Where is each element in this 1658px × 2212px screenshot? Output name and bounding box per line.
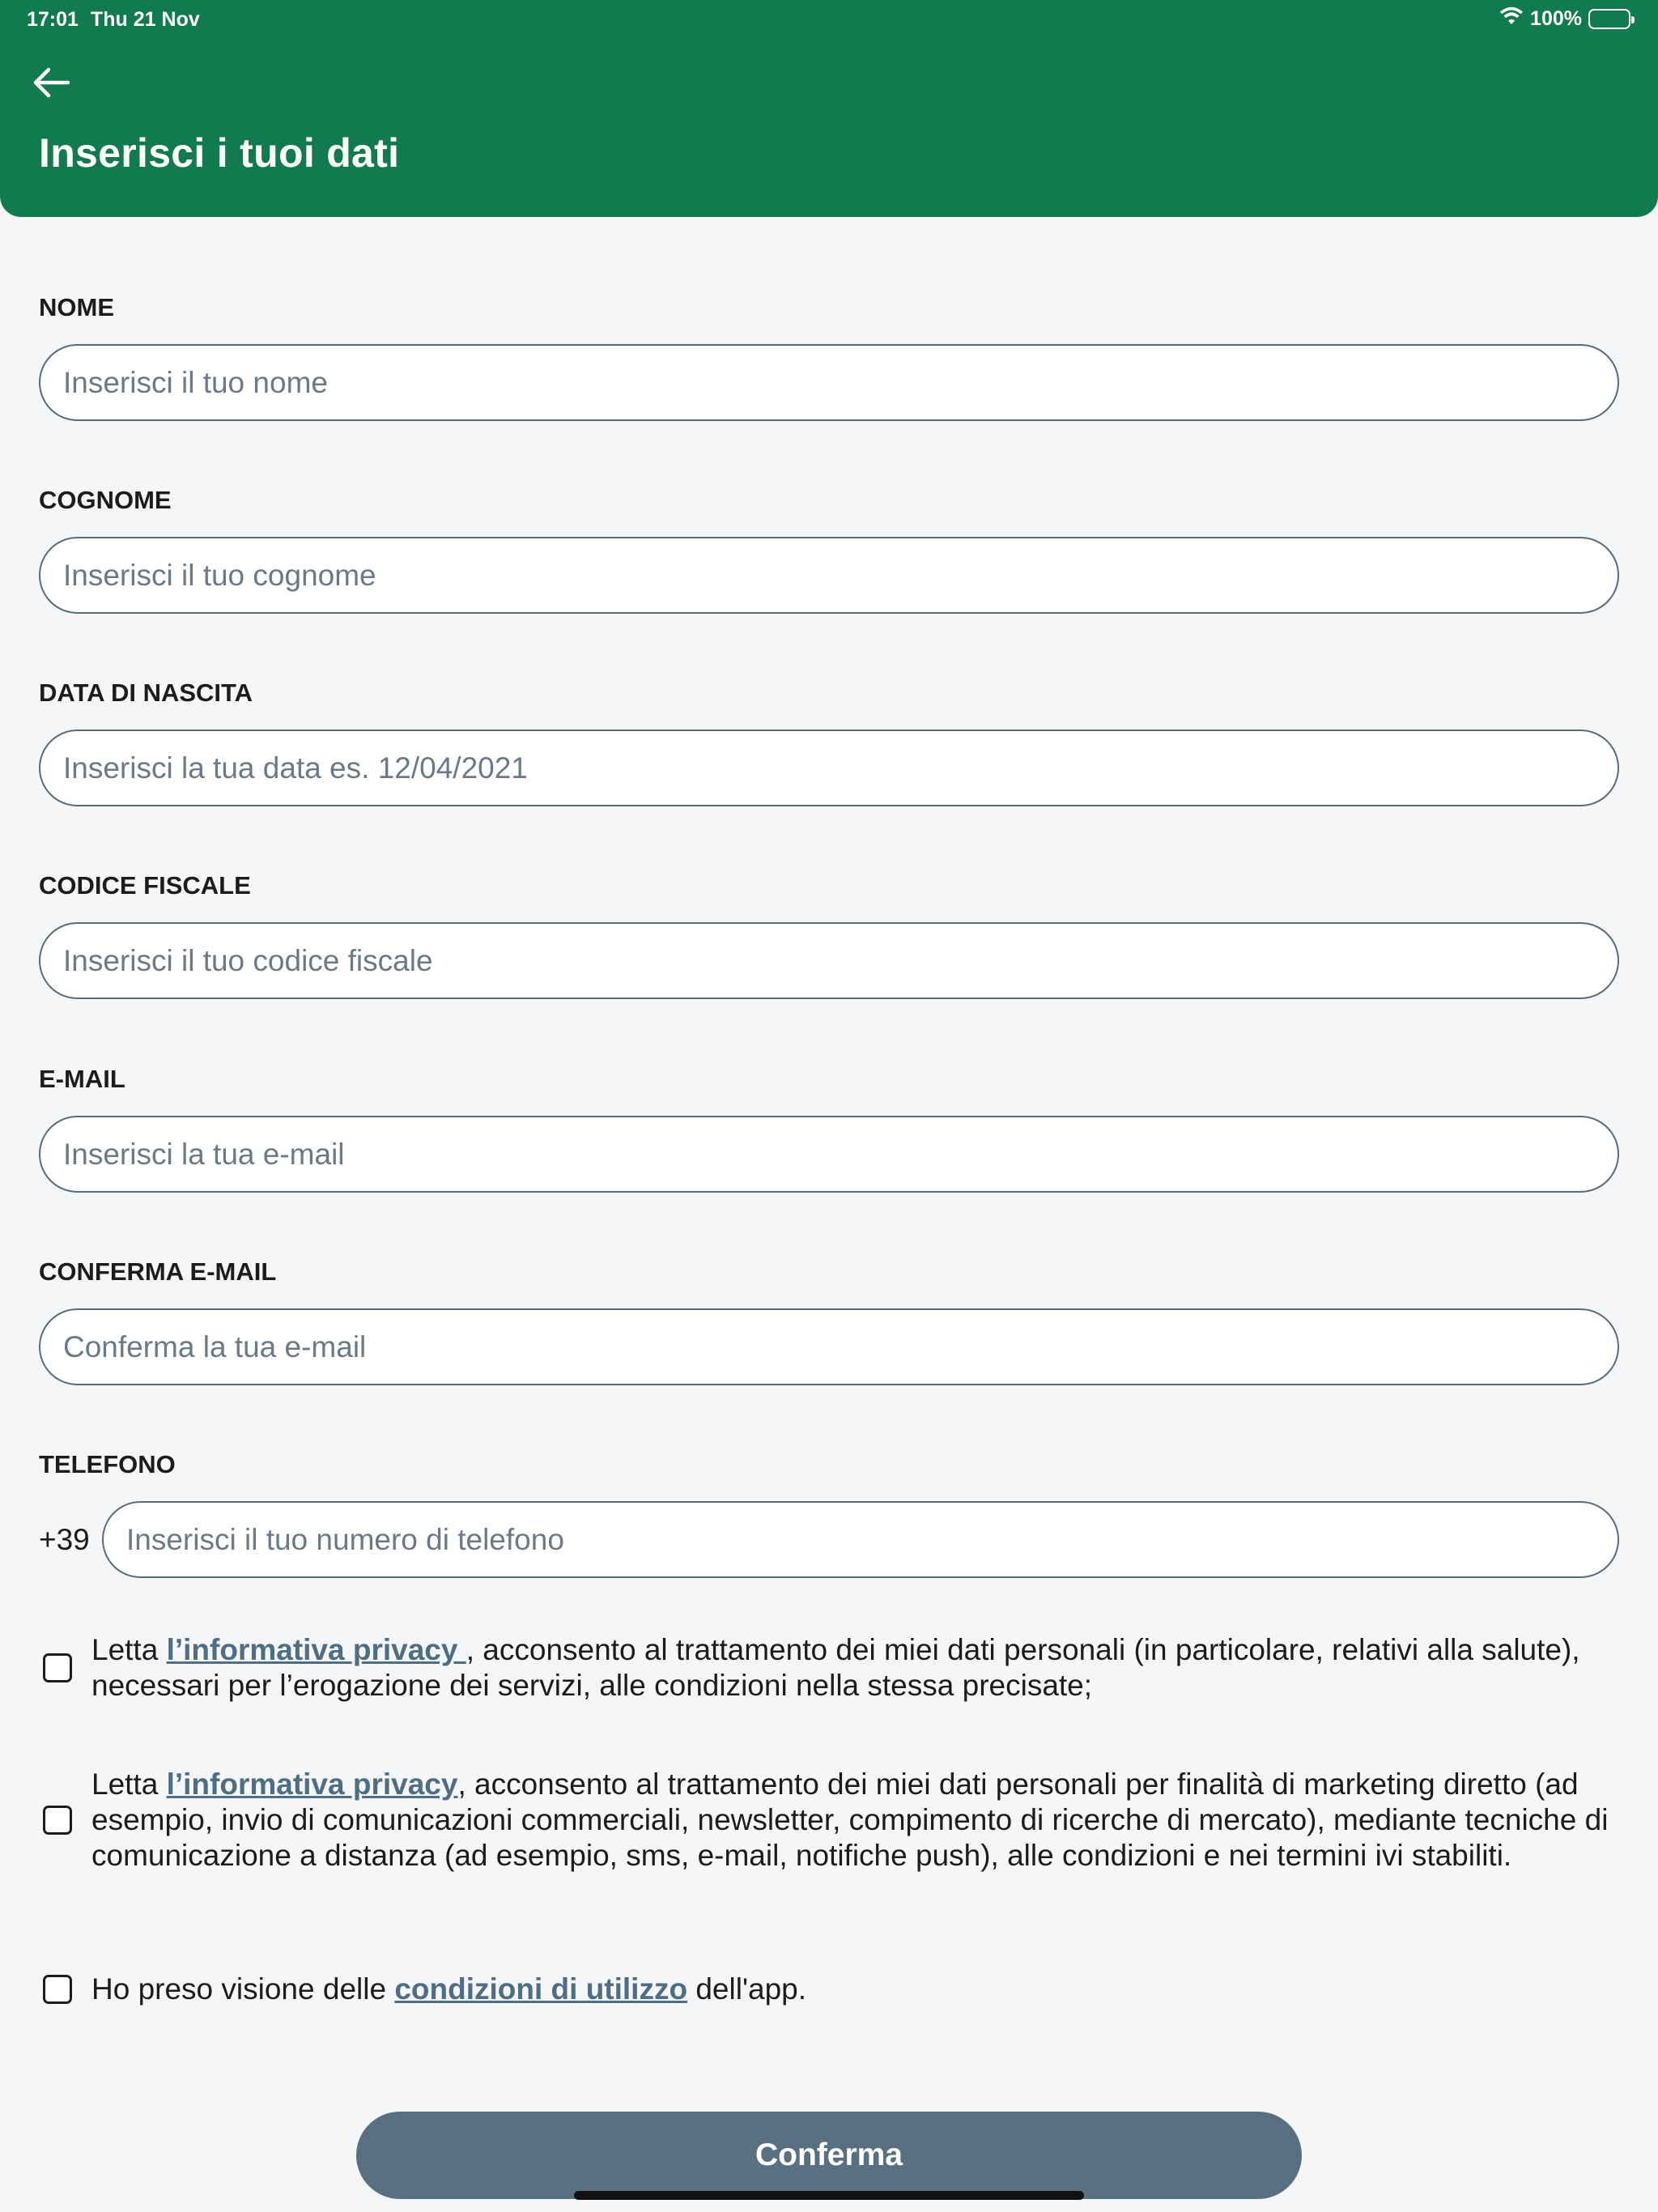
field-cognome: [39, 486, 1619, 614]
field-telefono: [39, 1450, 1619, 1578]
confirm-button[interactable]: Conferma: [356, 2112, 1302, 2199]
consent-terms-of-use: [43, 1972, 1622, 2007]
consent-text: Letta l’informativa privacy, acconsento al trattamento dei miei dati personali per finalità di marketing diretto (ad esempio, invio di comunicazioni commerciali, newsletter, compimento di ricerche di mercato), mediante tecniche di comunicazione a distanza (ad esempio, sms, e-mail, notifiche push), alle condizioni e nei termini ivi stabiliti.: [91, 1767, 1609, 1872]
field-label: CODICE FISCALE: [39, 871, 251, 900]
arrow-left-icon: [32, 66, 70, 103]
battery-percentage: 100%: [1530, 7, 1582, 30]
phone-input[interactable]: [102, 1501, 1619, 1578]
email-input[interactable]: [39, 1116, 1619, 1193]
privacy-policy-link[interactable]: l’informativa privacy: [166, 1767, 458, 1801]
status-indicators: [1499, 6, 1630, 32]
consent-checkbox[interactable]: [43, 1653, 72, 1682]
field-nome: [39, 293, 1619, 421]
back-button[interactable]: [32, 65, 81, 104]
consent-privacy-health: [43, 1632, 1622, 1704]
field-label: E-MAIL: [39, 1065, 125, 1093]
field-label: COGNOME: [39, 486, 172, 514]
privacy-policy-link[interactable]: l’informativa privacy: [166, 1633, 466, 1666]
cognome-input[interactable]: [39, 537, 1619, 614]
status-date: Thu 21 Nov: [91, 8, 200, 31]
phone-row: [39, 1501, 1619, 1578]
field-label: CONFERMA E-MAIL: [39, 1257, 277, 1286]
wifi-icon: [1499, 6, 1524, 32]
field-label: NOME: [39, 293, 114, 321]
battery-icon: [1588, 9, 1630, 29]
terms-of-use-link[interactable]: condizioni di utilizzo: [394, 1972, 688, 2006]
nome-input[interactable]: [39, 344, 1619, 421]
birthdate-input[interactable]: [39, 730, 1619, 806]
consent-text: Letta l’informativa privacy , acconsento al trattamento dei miei dati personali (in particolare, relativi alla salute), necessari per l’erogazione dei servizi, alle condizioni nella stessa precisate;: [91, 1633, 1580, 1702]
field-codice-fiscale: [39, 871, 1619, 999]
codice-fiscale-input[interactable]: [39, 922, 1619, 999]
field-label: DATA DI NASCITA: [39, 678, 253, 707]
field-label: TELEFONO: [39, 1450, 176, 1478]
consent-privacy-marketing: [43, 1767, 1622, 1874]
confirm-email-input[interactable]: [39, 1308, 1619, 1385]
consent-text: Ho preso visione delle condizioni di utilizzo dell'app.: [91, 1972, 807, 2006]
app-header: [0, 0, 1658, 217]
home-indicator: [574, 2191, 1084, 2200]
field-data-di-nascita: [39, 678, 1619, 806]
consent-checkbox[interactable]: [43, 1975, 72, 2004]
page-title: Inserisci i tuoi dati: [39, 130, 400, 176]
phone-prefix: +39: [39, 1522, 90, 1556]
consent-checkbox[interactable]: [43, 1806, 72, 1835]
field-email: [39, 1065, 1619, 1193]
status-time: 17:01: [27, 8, 79, 31]
field-conferma-email: [39, 1257, 1619, 1385]
